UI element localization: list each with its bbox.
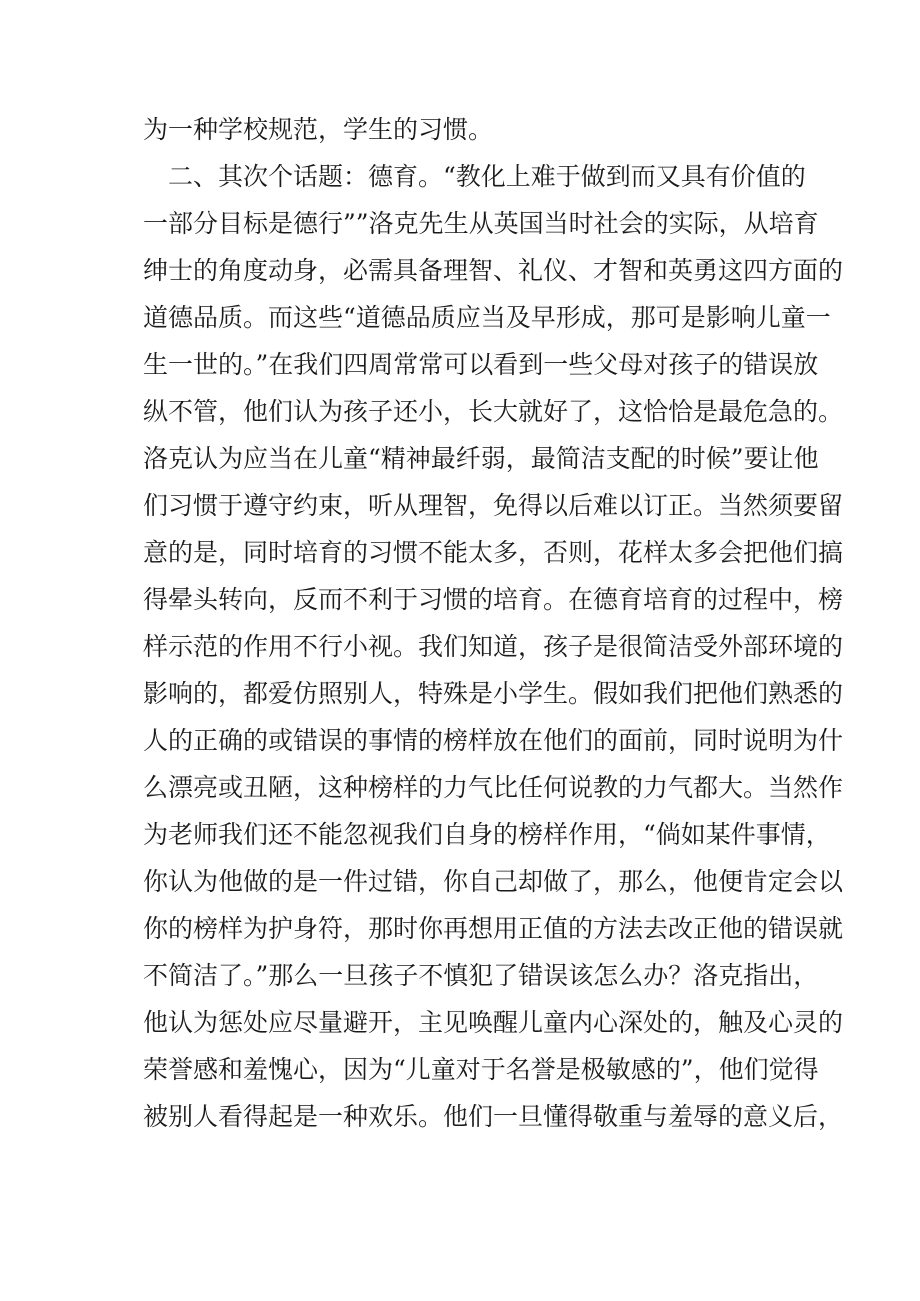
- text-line: 生一世的。”在我们四周常常可以看到一些父母对孩子的错误放: [143, 350, 819, 379]
- body-text: [143, 106, 844, 1140]
- text-line: 洛克认为应当在儿童“精神最纤弱，最简洁支配的时候”要让他: [143, 444, 819, 473]
- text-line: 得晕头转向，反而不利于习惯的培育。在德育培育的过程中，榜: [143, 585, 844, 614]
- text-line: 么漂亮或丑陋，这种榜样的力气比任何说教的力气都大。当然作: [143, 773, 844, 802]
- text-line: 绅士的角度动身，必需具备理智、礼仪、才智和英勇这四方面的: [143, 256, 844, 285]
- text-line: 为老师我们还不能忽视我们自身的榜样作用，“倘如某件事情，: [143, 820, 831, 849]
- text-line: 道德品质。而这些“道德品质应当及早形成，那可是影响儿童一: [143, 303, 831, 332]
- text-line: 你认为他做的是一件过错，你自己却做了，那么，他便肯定会以: [143, 867, 844, 896]
- text-line: 不简洁了。”那么一旦孩子不慎犯了错误该怎么办？洛克指出，: [143, 961, 819, 990]
- text-line: 意的是，同时培育的习惯不能太多，否则，花样太多会把他们搞: [143, 538, 844, 567]
- text-line: 被别人看得起是一种欢乐。他们一旦懂得敬重与羞辱的意义后，: [143, 1102, 844, 1131]
- text-line: 一部分目标是德行””洛克先生从英国当时社会的实际，从培育: [143, 209, 819, 238]
- text-line: 们习惯于遵守约束，听从理智，免得以后难以订正。当然须要留: [143, 491, 844, 520]
- text-line: 你的榜样为护身符，那时你再想用正值的方法去改正他的错误就: [143, 914, 844, 943]
- text-line: 纵不管，他们认为孩子还小，长大就好了，这恰恰是最危急的。: [143, 397, 844, 426]
- text-line: 他认为惩处应尽量避开，主见唤醒儿童内心深处的，触及心灵的: [143, 1008, 844, 1037]
- text-line: 二、其次个话题：德育。“教化上难于做到而又具有价值的: [168, 162, 806, 191]
- text-line: 为一种学校规范，学生的习惯。: [143, 115, 494, 144]
- text-line: 样示范的作用不行小视。我们知道，孩子是很简洁受外部环境的: [143, 632, 844, 661]
- text-line: 人的正确的或错误的事情的榜样放在他们的面前，同时说明为什: [143, 726, 844, 755]
- text-line: 影响的，都爱仿照别人，特殊是小学生。假如我们把他们熟悉的: [143, 679, 844, 708]
- text-line: 荣誉感和羞愧心，因为“儿童对于名誉是极敏感的”，他们觉得: [143, 1055, 819, 1084]
